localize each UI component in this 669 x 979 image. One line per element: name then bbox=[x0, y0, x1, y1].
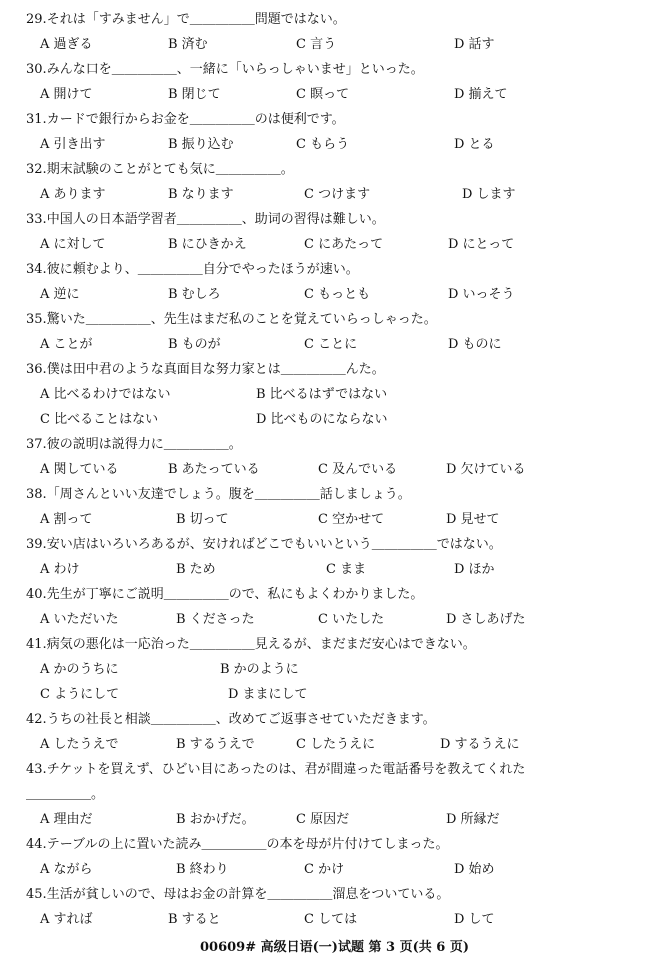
option-30-C: C 瞑って bbox=[296, 87, 350, 102]
question-number: 44. bbox=[26, 837, 47, 852]
question-text: うちの社長と相談＿＿＿＿＿、改めてご返事させていただきます。 bbox=[46, 712, 436, 727]
question-30 bbox=[26, 62, 424, 78]
option-38-D: D 見せて bbox=[446, 512, 500, 527]
question-41 bbox=[26, 637, 476, 653]
option-37-D: D 欠けている bbox=[446, 462, 526, 477]
option-37-A: A 関している bbox=[40, 462, 119, 477]
option-40-A: A いただいた bbox=[40, 612, 119, 627]
question-text: 先生が丁寧にご説明＿＿＿＿＿ので、私にもよくわかりました。 bbox=[46, 587, 424, 602]
question-39 bbox=[26, 537, 502, 553]
option-39-A: A わけ bbox=[40, 562, 80, 577]
option-37-C: C 及んでいる bbox=[318, 462, 398, 477]
option-44-A: A ながら bbox=[40, 862, 93, 877]
option-45-A: A すれば bbox=[40, 912, 93, 927]
question-45 bbox=[26, 887, 449, 903]
question-number: 43. bbox=[26, 762, 47, 777]
option-30-A: A 開けて bbox=[40, 87, 93, 102]
option-45-D: D して bbox=[454, 912, 495, 927]
option-40-C: C いたした bbox=[318, 612, 385, 627]
option-31-D: D とる bbox=[454, 137, 495, 152]
question-text: 驚いた＿＿＿＿＿、先生はまだ私のことを覚えていらっしゃった。 bbox=[46, 312, 437, 327]
question-29 bbox=[26, 12, 346, 28]
question-number: 32. bbox=[26, 162, 47, 177]
question-text: 生活が貧しいので、母はお金の計算を＿＿＿＿＿溜息をついている。 bbox=[46, 887, 450, 902]
option-33-B: B にひきかえ bbox=[168, 237, 247, 252]
question-35 bbox=[26, 312, 437, 328]
question-text: 中国人の日本語学習者＿＿＿＿＿、助词の習得は難しい。 bbox=[46, 212, 385, 227]
option-43-D: D 所縁だ bbox=[446, 812, 500, 827]
question-text: 彼に頼むより、＿＿＿＿＿自分でやったほうが速い。 bbox=[46, 262, 359, 277]
option-41-B: B かのように bbox=[220, 662, 299, 677]
option-39-B: B ため bbox=[176, 562, 216, 577]
option-35-D: D ものに bbox=[448, 337, 502, 352]
option-42-D: D するうえに bbox=[440, 737, 520, 752]
question-number: 33. bbox=[26, 212, 47, 227]
option-42-A: A したうえで bbox=[40, 737, 119, 752]
option-29-A: A 過ぎる bbox=[40, 37, 93, 52]
option-39-C: C まま bbox=[326, 562, 367, 577]
question-42 bbox=[26, 712, 436, 728]
option-38-A: A 割って bbox=[40, 512, 93, 527]
option-44-B: B 終わり bbox=[176, 862, 229, 877]
question-text: 安い店はいろいろあるが、安ければどこでもいいという＿＿＿＿＿ではない。 bbox=[46, 537, 502, 552]
option-35-C: C ことに bbox=[304, 337, 358, 352]
option-36-A: A 比べるわけではない bbox=[40, 387, 171, 402]
question-text: 彼の説明は説得力に＿＿＿＿＿。 bbox=[46, 437, 242, 452]
question-number: 34. bbox=[26, 262, 47, 277]
option-44-D: D 始め bbox=[454, 862, 495, 877]
option-38-C: C 空かせて bbox=[318, 512, 385, 527]
option-39-D: D ほか bbox=[454, 562, 495, 577]
option-40-D: D さしあげた bbox=[446, 612, 526, 627]
question-number: 41. bbox=[26, 637, 47, 652]
option-43-C: C 原因だ bbox=[296, 812, 350, 827]
option-34-A: A 逆に bbox=[40, 287, 80, 302]
question-number: 42. bbox=[26, 712, 47, 727]
option-33-D: D にとって bbox=[448, 237, 515, 252]
option-43-B: B おかげだ。 bbox=[176, 812, 255, 827]
question-text: カードで銀行からお金を＿＿＿＿＿のは便利です。 bbox=[46, 112, 345, 127]
option-44-C: C かけ bbox=[304, 862, 345, 877]
question-32 bbox=[26, 162, 294, 178]
option-36-D: D 比べものにならない bbox=[256, 412, 388, 427]
option-32-C: C つけます bbox=[304, 187, 371, 202]
option-32-A: A あります bbox=[40, 187, 106, 202]
question-text: テーブルの上に置いた読み＿＿＿＿＿の本を母が片付けてしまった。 bbox=[46, 837, 449, 852]
option-30-D: D 揃えて bbox=[454, 87, 508, 102]
option-38-B: B 切って bbox=[176, 512, 229, 527]
option-31-C: C もらう bbox=[296, 137, 350, 152]
question-44 bbox=[26, 837, 449, 853]
option-42-B: B するうえで bbox=[176, 737, 255, 752]
option-45-C: C しては bbox=[304, 912, 358, 927]
question-text: それは「すみません」で＿＿＿＿＿問題ではない。 bbox=[46, 12, 346, 27]
question-text: 僕は田中君のような真面目な努力家とは＿＿＿＿＿んた。 bbox=[46, 362, 385, 377]
question-number: 38. bbox=[26, 487, 47, 502]
question-text: チケットを買えず、ひどい目にあったのは、君が間違った電話番号を教えてくれた bbox=[46, 762, 526, 777]
option-29-B: B 済む bbox=[168, 37, 208, 52]
option-35-B: B ものが bbox=[168, 337, 221, 352]
option-34-B: B むしろ bbox=[168, 287, 221, 302]
option-43-A: A 理由だ bbox=[40, 812, 93, 827]
option-29-C: C 言う bbox=[296, 37, 337, 52]
question-number: 45. bbox=[26, 887, 47, 902]
option-34-C: C もっとも bbox=[304, 287, 371, 302]
question-37 bbox=[26, 437, 242, 453]
option-33-A: A に対して bbox=[40, 237, 106, 252]
option-41-D: D ままにして bbox=[228, 687, 308, 702]
question-number: 30. bbox=[26, 62, 47, 77]
option-31-B: B 振り込む bbox=[168, 137, 234, 152]
question-number: 40. bbox=[26, 587, 47, 602]
question-43-continuation: ＿＿＿＿＿。 bbox=[26, 787, 105, 802]
question-36 bbox=[26, 362, 385, 378]
question-31 bbox=[26, 112, 345, 128]
question-43 bbox=[26, 762, 525, 778]
question-number: 35. bbox=[26, 312, 47, 327]
option-41-A: A かのうちに bbox=[40, 662, 119, 677]
question-text: みんな口を＿＿＿＿＿、一緒に「いらっしゃいませ」といった。 bbox=[46, 62, 424, 77]
question-number: 36. bbox=[26, 362, 47, 377]
option-40-B: B くださった bbox=[176, 612, 255, 627]
option-32-D: D します bbox=[462, 187, 516, 202]
option-33-C: C にあたって bbox=[304, 237, 384, 252]
option-34-D: D いっそう bbox=[448, 287, 515, 302]
question-40 bbox=[26, 587, 423, 603]
question-text: 「周さんといい友達でしょう。腹を＿＿＿＿＿話しましょう。 bbox=[46, 487, 411, 502]
option-30-B: B 閉じて bbox=[168, 87, 221, 102]
question-38 bbox=[26, 487, 411, 503]
question-number: 39. bbox=[26, 537, 47, 552]
option-42-C: C したうえに bbox=[296, 737, 376, 752]
option-29-D: D 話す bbox=[454, 37, 495, 52]
question-text: 病気の悪化は一応治った＿＿＿＿＿見えるが、まだまだ安心はできない。 bbox=[46, 637, 476, 652]
page-footer: 00609# 高级日语(一)试题 第 3 页(共 6 页) bbox=[200, 940, 469, 955]
question-number: 31. bbox=[26, 112, 47, 127]
option-36-C: C 比べることはない bbox=[40, 412, 159, 427]
option-35-A: A ことが bbox=[40, 337, 93, 352]
question-33 bbox=[26, 212, 385, 228]
question-text: 期末試験のことがとても気に＿＿＿＿＿。 bbox=[46, 162, 294, 177]
option-31-A: A 引き出す bbox=[40, 137, 106, 152]
option-37-B: B あたっている bbox=[168, 462, 260, 477]
option-41-C: C ようにして bbox=[40, 687, 120, 702]
option-45-B: B すると bbox=[168, 912, 221, 927]
option-36-B: B 比べるはずではない bbox=[256, 387, 388, 402]
question-34 bbox=[26, 262, 359, 278]
question-number: 29. bbox=[26, 12, 47, 27]
option-32-B: B なります bbox=[168, 187, 234, 202]
question-number: 37. bbox=[26, 437, 47, 452]
